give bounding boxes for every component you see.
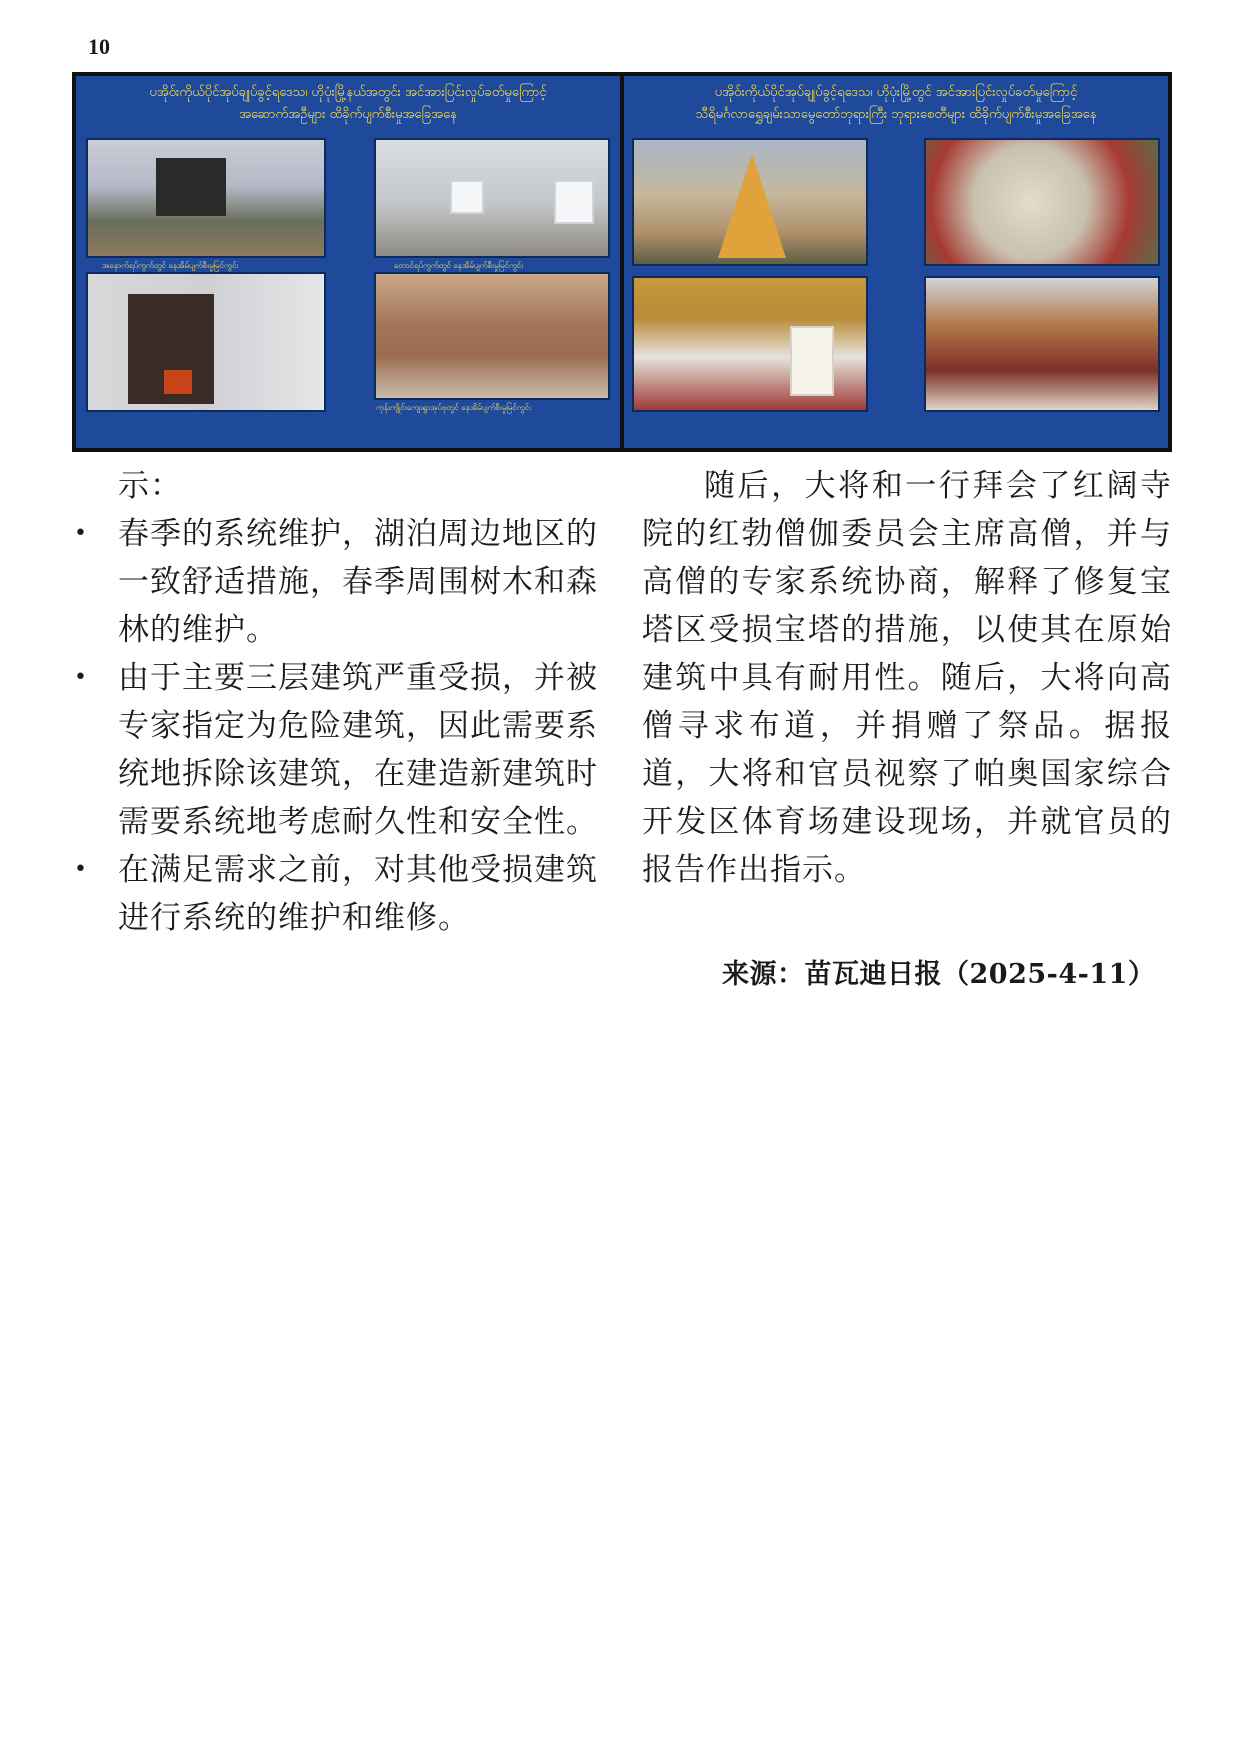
board-caption-line: ပအိုဝ်းကိုယ်ပိုင်အုပ်ချုပ်ခွင့်ရဒေသ၊ ဟိုပုံးမြို့နယ်အတွင်း အင်အားပြင်းလှုပ်ခတ်မှုကြောင့် (149, 85, 547, 100)
collapsed-brick-wall-photo (374, 272, 610, 400)
instruction-list (72, 510, 612, 942)
board-caption (624, 76, 1168, 126)
photo-label: အနောက်ရပ်ကွက်တွင် နေအိမ်ပျက်စီးမှုမြင်ကွင်း (102, 261, 239, 270)
list-item: • 由于主要三层建筑严重受损，并被专家指定为危险建筑，因此需要系统地拆除该建筑，在建造新建筑时需要系统地考虑耐久性和安全性。 (72, 654, 612, 846)
page-number: 10 (88, 34, 110, 59)
lead-text: 示： (118, 468, 182, 504)
left-column (72, 462, 612, 942)
board-caption-line: ပအိုဝ်းကိုယ်ပိုင်အုပ်ချုပ်ခွင့်ရဒေသ၊ ဟိုပုံးမြို့တွင် အင်အားပြင်းလှုပ်ခတ်မှုကြောင့် (714, 85, 1078, 100)
right-column (642, 462, 1172, 990)
damaged-monastery-roofs-photo (924, 276, 1160, 412)
collapsed-gate-photo (632, 276, 868, 412)
board-caption-line: အဆောက်အဦများ ထိခိုက်ပျက်စီးမှုအခြေအနေ (239, 107, 457, 122)
article-paragraph: 随后，大将和一行拜会了红阔寺院的红勃僧伽委员会主席高僧，并与高僧的专家系统协商，解释了修复宝塔区受损宝塔的措施，以使其在原始建筑中具有耐用性。随后，大将向高僧寻求布道，并捐赠了祭品。据报道，大将和官员视察了帕奥国家综合开发区体育场建设现场，并就官员的报告作出指示。 (642, 468, 1172, 888)
damaged-stupa-photo (632, 138, 868, 266)
photo-label: တောင်ရပ်ကွက်တွင် နေအိမ်ပျက်စီးမှုမြင်ကွင်း (394, 261, 524, 270)
source-citation: 来源：苗瓦迪日报（2025-4-11） (722, 959, 1156, 990)
list-item: • 在满足需求之前，对其他受损建筑进行系统的维护和维修。 (72, 846, 612, 942)
photo-label: ကုန်းကျိုင်းကျေးရွာအုပ်စုတွင် နေအိမ်ပျက်စီးမှုမြင်ကွင်း (376, 403, 532, 412)
house-damage-board (76, 76, 620, 448)
article-body (72, 462, 1172, 1022)
board-caption (76, 76, 620, 126)
damaged-house-photo (86, 138, 326, 258)
photo-strip (72, 72, 1172, 452)
pagoda-damage-board (624, 76, 1168, 448)
broken-wall-house-photo (86, 272, 326, 412)
list-item: • 春季的系统维护，湖泊周边地区的一致舒适措施，春季周围树木和森林的维护。 (72, 510, 612, 654)
board-caption-line: သီရိမင်္ဂလာရွှေချမ်းသာမွေတော်ဘုရားကြီး ဘုရားစေတီများ ထိခိုက်ပျက်စီးမှုအခြေအနေ (695, 107, 1097, 122)
cracked-block-house-photo (374, 138, 610, 258)
aerial-pagoda-photo (924, 138, 1160, 266)
